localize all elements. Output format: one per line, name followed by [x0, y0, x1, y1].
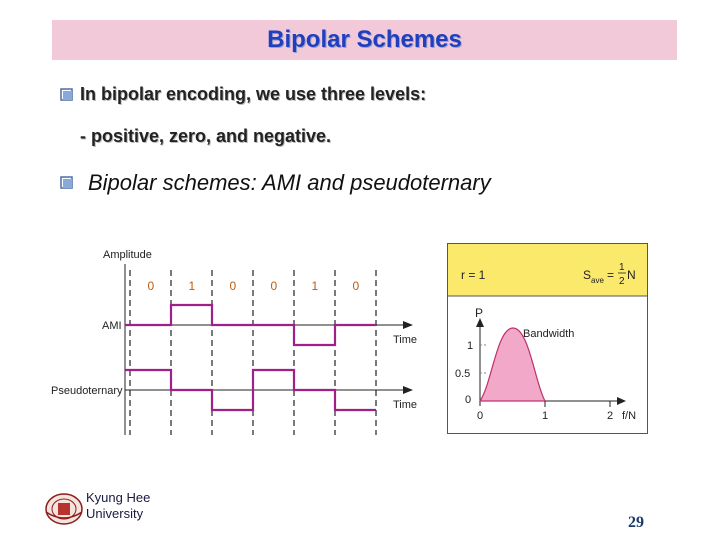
bit-label: 1	[311, 279, 319, 293]
bullet-three-levels: In bipolar encoding, we use three levels:	[80, 84, 427, 104]
s-ave-fraction-denominator: 2	[619, 276, 625, 287]
ami-signal	[125, 305, 376, 345]
page-number: 29	[628, 514, 644, 531]
y-tick-05: 0.5	[455, 368, 471, 380]
s-ave-n: N	[627, 268, 636, 282]
university-name-line2: University	[86, 506, 144, 521]
bit-label: 0	[352, 279, 360, 293]
university-name	[86, 490, 150, 522]
amplitude-label: Amplitude	[103, 249, 152, 261]
university-seal-icon	[44, 492, 84, 526]
ami-pseudoternary-diagram	[45, 240, 430, 440]
x-axis-label: f/N	[622, 410, 637, 422]
bullet-bipolar-schemes: Bipolar schemes: AMI and pseudoternary	[88, 170, 491, 195]
checkbox-bullet-icon	[60, 176, 74, 190]
bandwidth-label: Bandwidth	[523, 328, 575, 340]
x-tick-1: 1	[542, 410, 549, 422]
pseudoternary-arrowhead-icon	[403, 386, 413, 394]
bit-label: 0	[229, 279, 237, 293]
checkbox-bullet-icon	[60, 88, 74, 102]
bit-label: 1	[188, 279, 196, 293]
s-ave-equals: =	[607, 268, 615, 282]
y-tick-0: 0	[465, 394, 472, 406]
ami-arrowhead-icon	[403, 321, 413, 329]
x-tick-2: 2	[607, 410, 614, 422]
s-ave-symbol: S	[583, 268, 592, 282]
ami-time-label: Time	[393, 334, 418, 346]
title-bar	[52, 20, 677, 60]
bit-label: 0	[147, 279, 155, 293]
pseudoternary-label: Pseudoternary	[51, 385, 123, 397]
s-ave-subscript: ave	[591, 276, 604, 285]
s-ave-fraction-numerator: 1	[619, 262, 625, 273]
y-axis-label: P	[475, 306, 484, 320]
x-tick-0: 0	[477, 410, 484, 422]
slide-title: Bipolar Schemes	[267, 26, 462, 53]
university-name-line1: Kyung Hee	[86, 490, 151, 505]
r-label: r = 1	[461, 268, 486, 282]
bullet-three-levels-sub: - positive, zero, and negative.	[80, 126, 332, 146]
pseudoternary-time-label: Time	[393, 399, 418, 411]
y-tick-1: 1	[467, 340, 474, 352]
bandwidth-chart	[447, 243, 649, 435]
ami-label: AMI	[102, 320, 122, 332]
bit-label: 0	[270, 279, 278, 293]
